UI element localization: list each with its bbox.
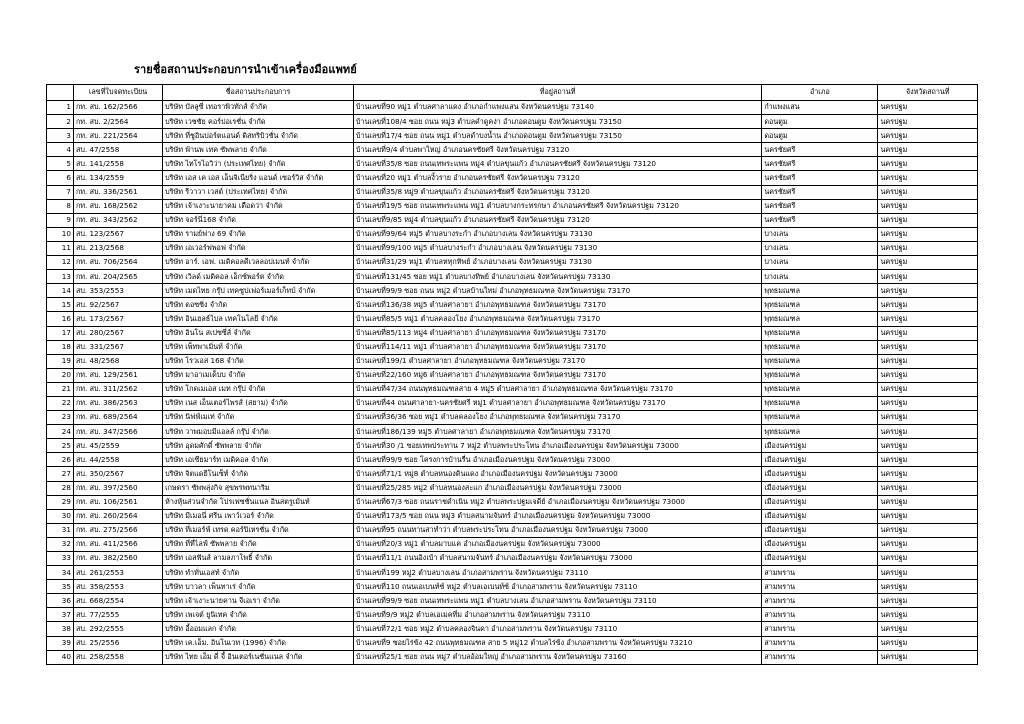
table-row — [47, 199, 978, 213]
cell-province: นครปฐม — [878, 481, 978, 495]
cell-province: นครปฐม — [878, 566, 978, 580]
cell-district: เมืองนครปฐม — [762, 453, 878, 467]
cell-address: บ้านเลขที่85/5 หมู่1 ตำบลคลองโยง อำเภอพุทธมณฑล จังหวัดนครปฐม 73170 — [353, 312, 761, 326]
cell-address: บ้านเลขที่71/1 หมู่8 ตำบลหนองดินแดง อำเภอเมืองนครปฐม จังหวัดนครปฐม 73000 — [353, 467, 761, 481]
table-row — [47, 580, 978, 594]
cell-establishment-name: บริษัท วาพมอบมีแอลล์ กรุ๊ป จำกัด — [163, 425, 354, 439]
cell-province: นครปฐม — [878, 467, 978, 481]
cell-address: บ้านเลขที่35/8 ซอย ถนนเทพระแพน หมู่4 ตำบลขุนแก้ว อำเภอนครชัยศรี จังหวัดนครปฐม 73120 — [353, 157, 761, 171]
cell-index: 3 — [47, 129, 74, 143]
cell-registration-number: กท. สบ. 129/2561 — [73, 368, 162, 382]
cell-establishment-name: บริษัท รีวาวา เวสต์ (ประเทศไทย) จำกัด — [163, 185, 354, 199]
column-header-address: ที่อยู่สถานที่ — [353, 85, 761, 101]
cell-province: นครปฐม — [878, 650, 978, 664]
cell-district: ดอนตูม — [762, 115, 878, 129]
cell-establishment-name: บริษัท พ้านพ เทค ซัพพลาย จำกัด — [163, 143, 354, 157]
cell-address: บ้านเลขที่36/36 ซอย หมู่1 ตำบลคลองโยง อำเภอพุทธมณฑล จังหวัดนครปฐม 73170 — [353, 411, 761, 425]
cell-registration-number: กท. สบ. 689/2564 — [73, 411, 162, 425]
table-row — [47, 241, 978, 255]
cell-establishment-name: บริษัท ไทย เอ็ม ดี่ จี้ อินเตอร์เนชั่นแนล จำกัด — [163, 650, 354, 664]
table-header — [47, 85, 978, 101]
cell-index: 8 — [47, 199, 74, 213]
cell-index: 2 — [47, 115, 74, 129]
cell-province: นครปฐม — [878, 594, 978, 608]
cell-address: บ้านเลขที่17/4 ซอย ถนน หมู่1 ตำบลดำบงน้ำน อำเภอดอนตูม จังหวัดนครปฐม 73150 — [353, 129, 761, 143]
cell-index: 25 — [47, 439, 74, 453]
page-title: รายชื่อสถานประกอบการนำเข้าเครื่องมือแพทย์ — [134, 63, 357, 76]
table-row — [47, 326, 978, 340]
cell-district: เมืองนครปฐม — [762, 523, 878, 537]
cell-index: 30 — [47, 509, 74, 523]
cell-establishment-name: บริษัท เจ้าเงาะนายาคม เดือดว่า จำกัด — [163, 199, 354, 213]
cell-province: นครปฐม — [878, 453, 978, 467]
cell-address: บ้านเลขที่173/5 ซอย ถนน หมู่3 ตำบลสนามจันทร์ อำเภอเมืองนครปฐม จังหวัดนครปฐม 73000 — [353, 509, 761, 523]
cell-district: นครชัยศรี — [762, 143, 878, 157]
cell-province: นครปฐม — [878, 608, 978, 622]
cell-province: นครปฐม — [878, 213, 978, 227]
cell-index: 40 — [47, 650, 74, 664]
cell-address: บ้านเลขที่199/1 ตำบลศาลายา อำเภอพุทธมณฑล จังหวัดนครปฐม 73170 — [353, 354, 761, 368]
cell-index: 20 — [47, 368, 74, 382]
cell-registration-number: สบ. 123/2567 — [73, 227, 162, 241]
cell-registration-number: กท. สบ. 382/2560 — [73, 552, 162, 566]
cell-province: นครปฐม — [878, 270, 978, 284]
table-row — [47, 312, 978, 326]
cell-registration-number: สบ. 350/2567 — [73, 467, 162, 481]
cell-index: 29 — [47, 495, 74, 509]
cell-establishment-name: บริษัท โรวเอส 168 จำกัด — [163, 354, 354, 368]
cell-address: บ้านเลขที่95 ถนนทานสาทำว่า ตำบลพระประโทน อำเภอเมืองนครปฐม จังหวัดนครปฐม 73000 — [353, 523, 761, 537]
cell-index: 6 — [47, 171, 74, 185]
cell-province: นครปฐม — [878, 580, 978, 594]
cell-province: นครปฐม — [878, 157, 978, 171]
cell-index: 37 — [47, 608, 74, 622]
cell-province: นครปฐม — [878, 340, 978, 354]
cell-province: นครปฐม — [878, 537, 978, 551]
table-row — [47, 622, 978, 636]
cell-province: นครปฐม — [878, 129, 978, 143]
cell-establishment-name: บริษัท อาร์. เอฟ. เมดิคอลดีเวลลอปเมนท์ จำกัด — [163, 256, 354, 270]
cell-province: นครปฐม — [878, 143, 978, 157]
cell-registration-number: สบ. 173/2567 — [73, 312, 162, 326]
cell-district: เมืองนครปฐม — [762, 439, 878, 453]
table-body — [47, 101, 978, 665]
cell-district: กำแพงแสน — [762, 101, 878, 115]
cell-establishment-name: บริษัท เค.เอ็ม. อินโนเวท (1996) จำกัด — [163, 636, 354, 650]
cell-establishment-name: บริษัท อินโน สเปซซี่ส์ จำกัด — [163, 326, 354, 340]
cell-province: นครปฐม — [878, 227, 978, 241]
cell-establishment-name: บริษัท จอร์นี่168 จำกัด — [163, 213, 354, 227]
cell-index: 32 — [47, 537, 74, 551]
table-row — [47, 143, 978, 157]
cell-address: บ้านเลขที่136/38 หมู่5 ตำบลศาลายา อำเภอพุทธมณฑล จังหวัดนครปฐม 73170 — [353, 298, 761, 312]
cell-registration-number: สบ. 134/2559 — [73, 171, 162, 185]
cell-address: บ้านเลขที่47/34 ถนนพุทธมณฑลสาย 4 หมู่5 ตำบลศาลายา อำเภอพุทธมณฑล จังหวัดนครปฐม 73170 — [353, 382, 761, 396]
cell-index: 31 — [47, 523, 74, 537]
cell-index: 17 — [47, 326, 74, 340]
cell-index: 35 — [47, 580, 74, 594]
cell-district: พุทธมณฑล — [762, 425, 878, 439]
cell-address: บ้านเลขที่30 /1 ซอยเทพประทาน 7 หมู่2 ตำบลพระประโทน อำเภอเมืองนครปฐม จังหวัดนครปฐม 73000 — [353, 439, 761, 453]
cell-province: นครปฐม — [878, 101, 978, 115]
table-row — [47, 411, 978, 425]
cell-establishment-name: บริษัท เวชชัย คอร์ปอเรชั่น จำกัด — [163, 115, 354, 129]
cell-establishment-name: บริษัท เพ็ทพาเมิ่นท์ จำกัด — [163, 340, 354, 354]
cell-province: นครปฐม — [878, 425, 978, 439]
table-row — [47, 396, 978, 410]
cell-district: เมืองนครปฐม — [762, 552, 878, 566]
cell-establishment-name: บริษัท โกดเมเอส เมท กรุ๊ป จำกัด — [163, 382, 354, 396]
cell-province: นครปฐม — [878, 495, 978, 509]
cell-district: บางเลน — [762, 270, 878, 284]
cell-district: สามพราน — [762, 622, 878, 636]
cell-establishment-name: บริษัท ทำทั่นเอสท์ จำกัด — [163, 566, 354, 580]
cell-province: นครปฐม — [878, 552, 978, 566]
cell-district: พุทธมณฑล — [762, 368, 878, 382]
cell-establishment-name: บริษัท มาอาเมเด็บบ จำกัด — [163, 368, 354, 382]
table-row — [47, 467, 978, 481]
column-header-establishment-name: ชื่อสถานประกอบการ — [163, 85, 354, 101]
cell-address: บ้านเลขที่110 ถนนเอเบนท์ซ์ หมู่2 ตำบลเอเบนท์ซ์ อำเภอสามพราน จังหวัดนครปฐม 73110 — [353, 580, 761, 594]
cell-district: นครชัยศรี — [762, 213, 878, 227]
cell-establishment-name: บริษัท จิตแดยีโนเซ็ท์ จำกัด — [163, 467, 354, 481]
cell-establishment-name: บริษัท เมดไทย กรุ๊ป เทคซูปเฟอร์เมอร์เก็ทบ์ จำกัด — [163, 284, 354, 298]
cell-district: นครชัยศรี — [762, 185, 878, 199]
cell-registration-number: กท. สบ. 221/2564 — [73, 129, 162, 143]
table-row — [47, 453, 978, 467]
cell-district: พุทธมณฑล — [762, 340, 878, 354]
cell-registration-number: สบ. 77/2555 — [73, 608, 162, 622]
table-row — [47, 636, 978, 650]
cell-province: นครปฐม — [878, 199, 978, 213]
cell-district: บางเลน — [762, 227, 878, 241]
cell-address: บ้านเลขที่90 หมู่1 ตำบลศาลาแดง อำเภอกำแพงแสน จังหวัดนครปฐม 73140 — [353, 101, 761, 115]
cell-establishment-name: บริษัท มีเมอนี่ ศรีน เพาว์เวอร์ จำกัด — [163, 509, 354, 523]
table-row — [47, 495, 978, 509]
cell-province: นครปฐม — [878, 241, 978, 255]
cell-registration-number: สบ. 258/2558 — [73, 650, 162, 664]
table-row — [47, 509, 978, 523]
cell-address: บ้านเลขที่25/285 หมู่2 ตำบลหนองสะแก อำเภอเมืองนครปฐม จังหวัดนครปฐม 73000 — [353, 481, 761, 495]
cell-province: นครปฐม — [878, 354, 978, 368]
cell-index: 27 — [47, 467, 74, 481]
column-header-province: จังหวัดสถานที่ — [878, 85, 978, 101]
cell-address: บ้านเลขที่25/1 ซอย ถนน หมู่7 ตำบลอ้อมใหญ่ อำเภอสามพราน จังหวัดนครปฐม 73160 — [353, 650, 761, 664]
cell-province: นครปฐม — [878, 636, 978, 650]
cell-establishment-name: บริษัท บาวลา เพ็นทาเร่ จำกัด — [163, 580, 354, 594]
cell-registration-number: สบ. 353/2553 — [73, 284, 162, 298]
cell-address: บ้านเลขที่199 หมู่2 ตำบลบางเลน อำเภอสามพราน จังหวัดนครปฐม 73110 — [353, 566, 761, 580]
cell-district: นครชัยศรี — [762, 157, 878, 171]
cell-registration-number: สบ. 292/2555 — [73, 622, 162, 636]
cell-province: นครปฐม — [878, 523, 978, 537]
cell-district: สามพราน — [762, 580, 878, 594]
cell-district: เมืองนครปฐม — [762, 537, 878, 551]
cell-registration-number: สบ. 358/2553 — [73, 580, 162, 594]
table-row — [47, 608, 978, 622]
cell-establishment-name: บริษัท เอสฟันส์ ลามลภาโพธิ์ จำกัด — [163, 552, 354, 566]
cell-district: บางเลน — [762, 256, 878, 270]
cell-address: บ้านเลขที่99/9 ซอย ถนนเทพระแพน หมู่1 ตำบลบางเลน อำเภอสามพราน จังหวัดนครปฐม 73110 — [353, 594, 761, 608]
cell-establishment-name: บริษัท รามย์ฟาง 69 จำกัด — [163, 227, 354, 241]
cell-registration-number: กท. สบ. 386/2563 — [73, 396, 162, 410]
cell-district: พุทธมณฑล — [762, 411, 878, 425]
cell-index: 21 — [47, 382, 74, 396]
cell-province: นครปฐม — [878, 411, 978, 425]
table-row — [47, 650, 978, 664]
cell-district: บางเลน — [762, 241, 878, 255]
cell-address: บ้านเลขที่108/4 ซอย ถนน หมู่3 ตำบลดำดูคง่า อำเภอดอนตูม จังหวัดนครปฐม 73150 — [353, 115, 761, 129]
cell-address: บ้านเลขที่99/9 ซอย ถนน หมู่2 ตำบลบ้านใหม่ อำเภอพุทธมณฑล จังหวัดนครปฐม 73170 — [353, 284, 761, 298]
cell-establishment-name: บริษัท เวิลด์ เมดิคอล เอ็กซ์พอร์ต จำกัด — [163, 270, 354, 284]
table-row — [47, 594, 978, 608]
cell-registration-number: สบ. 141/2558 — [73, 157, 162, 171]
cell-registration-number: สบ. 25/2556 — [73, 636, 162, 650]
cell-province: นครปฐม — [878, 396, 978, 410]
cell-registration-number: กท. สบ. 162/2566 — [73, 101, 162, 115]
cell-establishment-name: บริษัท ดอซซิ่ง จำกัด — [163, 298, 354, 312]
cell-index: 15 — [47, 298, 74, 312]
cell-index: 28 — [47, 481, 74, 495]
cell-index: 22 — [47, 396, 74, 410]
cell-establishment-name: บริษัท ที่ที่ไลฟ์ ซัพพลาย จำกัด — [163, 537, 354, 551]
cell-registration-number: กท. สบ. 336/2561 — [73, 185, 162, 199]
cell-registration-number: กท. สบ. 168/2562 — [73, 199, 162, 213]
cell-establishment-name: เกษตรา ซัพพลุ่งกิจ สุขพรพทนาริม — [163, 481, 354, 495]
table-row — [47, 115, 978, 129]
cell-establishment-name: บริษัท อี้ออมแลก จำกัด — [163, 622, 354, 636]
column-header-registration-number: เลขที่ใบจดทะเบียน — [73, 85, 162, 101]
cell-registration-number: กท. สบ. 260/2564 — [73, 509, 162, 523]
cell-registration-number: กท. สบ. 204/2565 — [73, 270, 162, 284]
cell-registration-number: กท. สบ. 2/2564 — [73, 115, 162, 129]
cell-province: นครปฐม — [878, 509, 978, 523]
cell-province: นครปฐม — [878, 256, 978, 270]
cell-registration-number: สบ. 668/2554 — [73, 594, 162, 608]
cell-province: นครปฐม — [878, 312, 978, 326]
cell-index: 16 — [47, 312, 74, 326]
cell-establishment-name: บริษัท ที่ชูอินปอร์ตแอนด์ ดิสทริบิวชั่น จำกัด — [163, 129, 354, 143]
table-row — [47, 101, 978, 115]
table-row — [47, 354, 978, 368]
cell-district: เมืองนครปฐม — [762, 509, 878, 523]
cell-address: บ้านเลขที่186/139 หมู่5 ตำบลศาลายา อำเภอพุทธมณฑล จังหวัดนครปฐม 73170 — [353, 425, 761, 439]
cell-district: พุทธมณฑล — [762, 354, 878, 368]
cell-registration-number: สบ. 213/2568 — [73, 241, 162, 255]
cell-district: นครชัยศรี — [762, 199, 878, 213]
cell-district: พุทธมณฑล — [762, 298, 878, 312]
cell-registration-number: สบ. 261/2553 — [73, 566, 162, 580]
cell-district: พุทธมณฑล — [762, 396, 878, 410]
cell-index: 24 — [47, 425, 74, 439]
table-row — [47, 368, 978, 382]
cell-address: บ้านเลขที่22/160 หมู่6 ตำบลศาลายา อำเภอพุทธมณฑล จังหวัดนครปฐม 73170 — [353, 368, 761, 382]
table-row — [47, 340, 978, 354]
cell-registration-number: สบ. 331/2567 — [73, 340, 162, 354]
table-row — [47, 523, 978, 537]
table-row — [47, 425, 978, 439]
cell-index: 14 — [47, 284, 74, 298]
cell-address: บ้านเลขที่9/4 ตำบลพาใหญ่ อำเภอนครซัยศรี จังหวัดนครปฐม 73120 — [353, 143, 761, 157]
cell-address: บ้านเลขที่20/3 หมู่1 ตำบลมาบแค อำเภอเมืองนครปฐม จังหวัดนครปฐม 73000 — [353, 537, 761, 551]
cell-province: นครปฐม — [878, 298, 978, 312]
table-row — [47, 382, 978, 396]
cell-establishment-name: บริษัท บัลลูซี่ เทอราพิวทักส์ จำกัด — [163, 101, 354, 115]
cell-establishment-name: บริษัท เจ้าเงาะนายคาน จีเอเรา จำกัด — [163, 594, 354, 608]
column-header-index — [47, 85, 74, 101]
cell-registration-number: กท. สบ. 347/2566 — [73, 425, 162, 439]
cell-index: 33 — [47, 552, 74, 566]
table-row — [47, 298, 978, 312]
cell-province: นครปฐม — [878, 382, 978, 396]
table-row — [47, 439, 978, 453]
cell-establishment-name: บริษัท อุดมศักดิ์ ซัพพลาย จำกัด — [163, 439, 354, 453]
cell-district: พุทธมณฑล — [762, 284, 878, 298]
cell-registration-number: สบ. 48/2568 — [73, 354, 162, 368]
cell-address: บ้านเลขที่11/1 ถนนอิงเบ้า ตำบลสนามจันทร์ อำเภอเมืองนครปฐม จังหวัดนครปฐม 73000 — [353, 552, 761, 566]
cell-index: 11 — [47, 241, 74, 255]
table-row — [47, 537, 978, 551]
cell-establishment-name: บริษัท เอส เค เอส เอ็นจิเนียริ่ง แอนด์ เซอร์วิส จำกัด — [163, 171, 354, 185]
cell-index: 19 — [47, 354, 74, 368]
table-header-row — [47, 85, 978, 101]
cell-district: เมืองนครปฐม — [762, 495, 878, 509]
table-row — [47, 171, 978, 185]
cell-province: นครปฐม — [878, 622, 978, 636]
table-row — [47, 481, 978, 495]
table-row — [47, 270, 978, 284]
cell-index: 4 — [47, 143, 74, 157]
cell-establishment-name: บริษัท เพเจต์ ยูนิเทค จำกัด — [163, 608, 354, 622]
table-row — [47, 284, 978, 298]
cell-district: สามพราน — [762, 650, 878, 664]
cell-address: บ้านเลขที่99/100 หมู่5 ตำบลบางระกำ อำเภอบางเลน จังหวัดนครปฐม 73130 — [353, 241, 761, 255]
cell-province: นครปฐม — [878, 368, 978, 382]
cell-district: ดอนตูม — [762, 129, 878, 143]
cell-district: เมืองนครปฐม — [762, 467, 878, 481]
cell-index: 23 — [47, 411, 74, 425]
table-row — [47, 227, 978, 241]
cell-establishment-name: บริษัท อินเฮลธ์ไบล เทคโนโลยี จำกัด — [163, 312, 354, 326]
cell-district: พุทธมณฑล — [762, 326, 878, 340]
cell-registration-number: กท. สบ. 706/2564 — [73, 256, 162, 270]
cell-province: นครปฐม — [878, 439, 978, 453]
cell-establishment-name: บริษัท เอเซียมาร์ท เมดิคอล จำกัด — [163, 453, 354, 467]
cell-registration-number: กท. สบ. 411/2566 — [73, 537, 162, 551]
table-row — [47, 256, 978, 270]
cell-district: สามพราน — [762, 594, 878, 608]
cell-index: 39 — [47, 636, 74, 650]
cell-address: บ้านเลขที่131/45 ซอย หมู่1 ตำบลบางทิพย์ อำเภอบางเลน จังหวัดนครปฐม 73130 — [353, 270, 761, 284]
cell-registration-number: สบ. 45/2559 — [73, 439, 162, 453]
cell-registration-number: สบ. 280/2567 — [73, 326, 162, 340]
cell-address: บ้านเลขที่99/9 ซอย โครงการบ้านรื่น อำเภอเมืองนครปฐม จังหวัดนครปฐม 73000 — [353, 453, 761, 467]
table-row — [47, 552, 978, 566]
cell-address: บ้านเลขที่44 ถนนศาลายา-นครชัยศรี หมู่1 ตำบลศาลายา อำเภอพุทธมณฑล จังหวัดนครปฐม 73170 — [353, 396, 761, 410]
cell-district: เมืองนครปฐม — [762, 481, 878, 495]
cell-registration-number: กท. สบ. 343/2562 — [73, 213, 162, 227]
cell-address: บ้านเลขที่99/64 หมู่5 ตำบลบางระกำ อำเภอบางเลน จังหวัดนครปฐม 73130 — [353, 227, 761, 241]
cell-address: บ้านเลขที่114/11 หมู่1 ตำบลศาลายา อำเภอพุทธมณฑล จังหวัดนครปฐม 73170 — [353, 340, 761, 354]
cell-district: สามพราน — [762, 608, 878, 622]
cell-district: พุทธมณฑล — [762, 312, 878, 326]
cell-district: สามพราน — [762, 636, 878, 650]
cell-establishment-name: บริษัท ที่เมอร์ฟ์ เทรด คอร์ปิเหรชั่น จำกัด — [163, 523, 354, 537]
table-row — [47, 157, 978, 171]
table-row — [47, 213, 978, 227]
cell-index: 18 — [47, 340, 74, 354]
cell-establishment-name: บริษัท เนส เอ็นเตอร์ไพรส์ (สยาม) จำกัด — [163, 396, 354, 410]
cell-registration-number: กท. สบ. 106/2561 — [73, 495, 162, 509]
cell-establishment-name: ห้างหุ้นส่วนจำกัด โปรเฟซชั่นแนล อินสตรูเม้นท์ — [163, 495, 354, 509]
cell-index: 36 — [47, 594, 74, 608]
cell-establishment-name: บริษัท เอเวอร์ฟพอฟ จำกัด — [163, 241, 354, 255]
cell-address: บ้านเลขที่85/113 หมู่4 ตำบลศาลายา อำเภอพุทธมณฑล จังหวัดนครปฐม 73170 — [353, 326, 761, 340]
cell-address: บ้านเลขที่67/3 ซอย ถนนราชดำเนิน หมู่2 ตำบลพระปฐมเจดีย์ อำเภอเมืองนครปฐม จังหวัดนครปฐม 73000 — [353, 495, 761, 509]
cell-district: พุทธมณฑล — [762, 382, 878, 396]
cell-province: นครปฐม — [878, 171, 978, 185]
cell-establishment-name: บริษัท ไทโรไอวิว่า (ประเทศไทย) จำกัด — [163, 157, 354, 171]
cell-address: บ้านเลขที่9 ซอยไร่ข้ง 42 ถนนพุทธมณฑล สาย 5 หมู่12 ตำบลไร่ข้ง อำเภอสามพราน จังหวัดนครปฐม 73210 — [353, 636, 761, 650]
cell-index: 9 — [47, 213, 74, 227]
table-row — [47, 129, 978, 143]
cell-address: บ้านเลขที่72/1 ซอย หมู่2 ตำบลคลองจินดา อำเภอสามพราน จังหวัดนครปฐม 73110 — [353, 622, 761, 636]
cell-address: บ้านเลขที่9/85 หมู่4 ตำบลขุนแก้ว อำเภอนครชัยศรี จังหวัดนครปฐม 73120 — [353, 213, 761, 227]
cell-index: 13 — [47, 270, 74, 284]
cell-index: 34 — [47, 566, 74, 580]
cell-address: บ้านเลขที่9/9 หมู่2 ตำบลเอเมคที่ม อำเภอสามพราน จังหวัดนครปฐม 73110 — [353, 608, 761, 622]
cell-registration-number: สบ. 92/2567 — [73, 298, 162, 312]
column-header-district: อำเภอ — [762, 85, 878, 101]
cell-address: บ้านเลขที่20 หมู่1 ตำบลงิ้วราย อำเภอนครชัยศรี จังหวัดนครปฐม 73120 — [353, 171, 761, 185]
table-row — [47, 566, 978, 580]
cell-address: บ้านเลขที่31/29 หมู่1 ตำบลหทุกทิพย์ อำเภอบางเลน จังหวัดนครปฐม 73130 — [353, 256, 761, 270]
cell-district: สามพราน — [762, 566, 878, 580]
cell-registration-number: กท. สบ. 311/2562 — [73, 382, 162, 396]
table-row — [47, 185, 978, 199]
cell-index: 26 — [47, 453, 74, 467]
cell-province: นครปฐม — [878, 284, 978, 298]
cell-address: บ้านเลขที่35/8 หมู่9 ตำบลขุนแก้ว อำเภอนครชัยศรี จังหวัดนครปฐม 73120 — [353, 185, 761, 199]
cell-province: นครปฐม — [878, 326, 978, 340]
cell-province: นครปฐม — [878, 115, 978, 129]
registry-table — [46, 84, 978, 665]
cell-registration-number: สบ. 47/2558 — [73, 143, 162, 157]
cell-registration-number: กท. สบ. 397/2560 — [73, 481, 162, 495]
cell-address: บ้านเลขที่19/5 ซอย ถนนเทพระแพน หมู่1 ตำบลบางกระทรกษา อำเภอนครชัยศรี จังหวัดนครปฐม 73120 — [353, 199, 761, 213]
cell-index: 10 — [47, 227, 74, 241]
cell-registration-number: สบ. 44/2558 — [73, 453, 162, 467]
cell-index: 7 — [47, 185, 74, 199]
cell-index: 38 — [47, 622, 74, 636]
cell-province: นครปฐม — [878, 185, 978, 199]
cell-index: 1 — [47, 101, 74, 115]
cell-registration-number: กท. สบ. 275/2566 — [73, 523, 162, 537]
cell-district: นครชัยศรี — [762, 171, 878, 185]
cell-establishment-name: บริษัท นิฟฟ์เมเท่ จำกัด — [163, 411, 354, 425]
cell-index: 5 — [47, 157, 74, 171]
cell-index: 12 — [47, 256, 74, 270]
